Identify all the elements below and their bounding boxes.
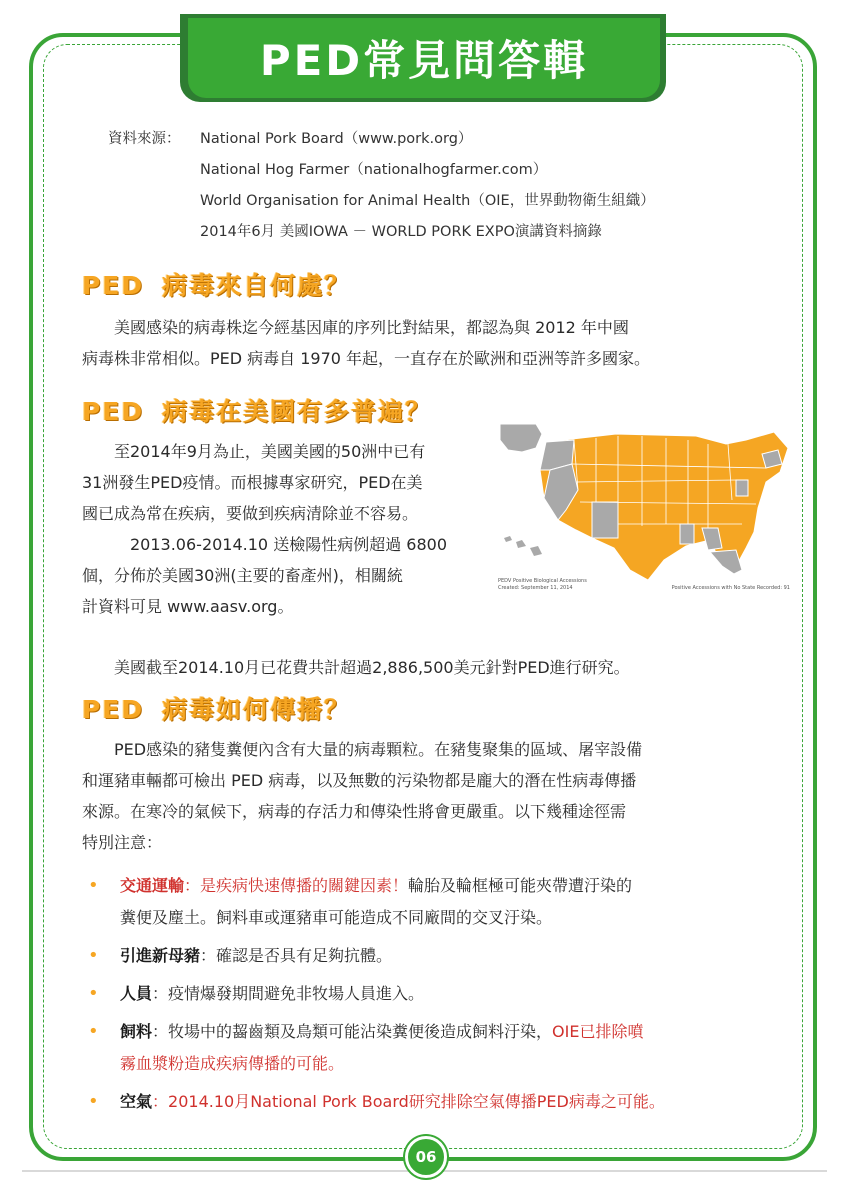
us-mainland-positive — [540, 432, 788, 580]
page-number: 06 — [405, 1136, 447, 1178]
section-transmission-body: PED感染的豬隻糞便內含有大量的病毒顆粒。在豬隻聚集的區域、屠宰設備 和運豬車輛都可檢出 PED 病毒，以及無數的污染物都是龐大的潛在性病毒傳播 來源。在寒冷的氣候下，病毒的存活力和傳染性將會更嚴重。以下幾種途徑需 特別注意： — [82, 740, 643, 852]
list-item: • 空氣：2014.10月National Pork Board研究排除空氣傳播PED病毒之可能。 — [88, 1086, 788, 1118]
us-ped-map — [496, 420, 792, 600]
map-caption-unrecorded: Positive Accessions with No State Recorded: 91 — [671, 585, 790, 591]
bullet-icon: • — [88, 945, 99, 966]
title-banner — [188, 18, 660, 98]
state-nm — [592, 502, 618, 538]
sources-block — [108, 124, 655, 248]
transmission-list — [88, 870, 788, 1124]
bullet-icon: • — [88, 1091, 99, 1112]
section-heading-origin: PED 病毒來自何處？ — [82, 271, 352, 300]
section-prevalence-body: 至2014年9月為止，美國美國的50洲中已有 31洲發生PED疫情。而根據專家研究，PED在美 國已成為常在疾病，要做到疾病清除並不容易。 2013.06-2014.10 送檢陽性病例超過 6800 個，分佈於美國30洲(主要的畜產州)，相關統 計資料可見 www.aasv.org。 — [82, 442, 447, 616]
list-item: • 引進新母豬：確認是否具有足夠抗體。 — [88, 940, 788, 972]
bullet-icon: • — [88, 983, 99, 1004]
source-item: National Hog Farmer（nationalhogfarmer.com） — [200, 162, 548, 178]
section-heading-prevalence: PED 病毒在美國有多普遍？ — [82, 397, 433, 426]
list-item: • 人員：疫情爆發期間避免非牧場人員進入。 — [88, 978, 788, 1010]
map-caption-title: PEDV Positive Biological Accessions — [498, 578, 587, 584]
us-map-graphic — [496, 420, 792, 600]
map-caption-date: Created: September 11, 2014 — [498, 585, 573, 591]
hawaii-shape — [504, 536, 542, 556]
bullet-icon: • — [88, 875, 99, 896]
state-fl — [710, 550, 742, 574]
bullet-icon: • — [88, 1021, 99, 1042]
section-prevalence-cost: 美國截至2014.10月已花費共計超過2,886,500美元針對PED進行研究。 — [114, 658, 630, 677]
page-title: PED常見問答輯 — [259, 36, 589, 85]
section-origin-body: 美國感染的病毒株迄今經基因庫的序列比對結果，都認為與 2012 年中國 病毒株非常相似。PED 病毒自 1970 年起，一直存在於歐洲和亞洲等許多國家。 — [82, 318, 651, 368]
sources-label: 資料來源： — [108, 131, 181, 147]
source-item: 2014年6月 美國IOWA － WORLD PORK EXPO演講資料摘錄 — [200, 224, 602, 240]
list-item: • 飼料：牧場中的齧齒類及鳥類可能沾染糞便後造成飼料汙染，OIE已排除噴 霧血漿粉造成疾病傳播的可能。 — [88, 1016, 788, 1080]
section-heading-transmission: PED 病毒如何傳播？ — [82, 695, 352, 724]
source-item: National Pork Board（www.pork.org） — [200, 131, 473, 147]
source-item: World Organisation for Animal Health（OIE，世界動物衛生組織） — [200, 193, 655, 209]
state-al — [702, 528, 722, 550]
state-ar — [680, 524, 694, 544]
state-wv — [736, 480, 748, 496]
alaska-shape — [500, 424, 542, 452]
list-item: • 交通運輸：是疾病快速傳播的關鍵因素！輪胎及輪框極可能夾帶遭汙染的 糞便及塵土。飼料車或運豬車可能造成不同廠間的交叉汙染。 — [88, 870, 788, 934]
